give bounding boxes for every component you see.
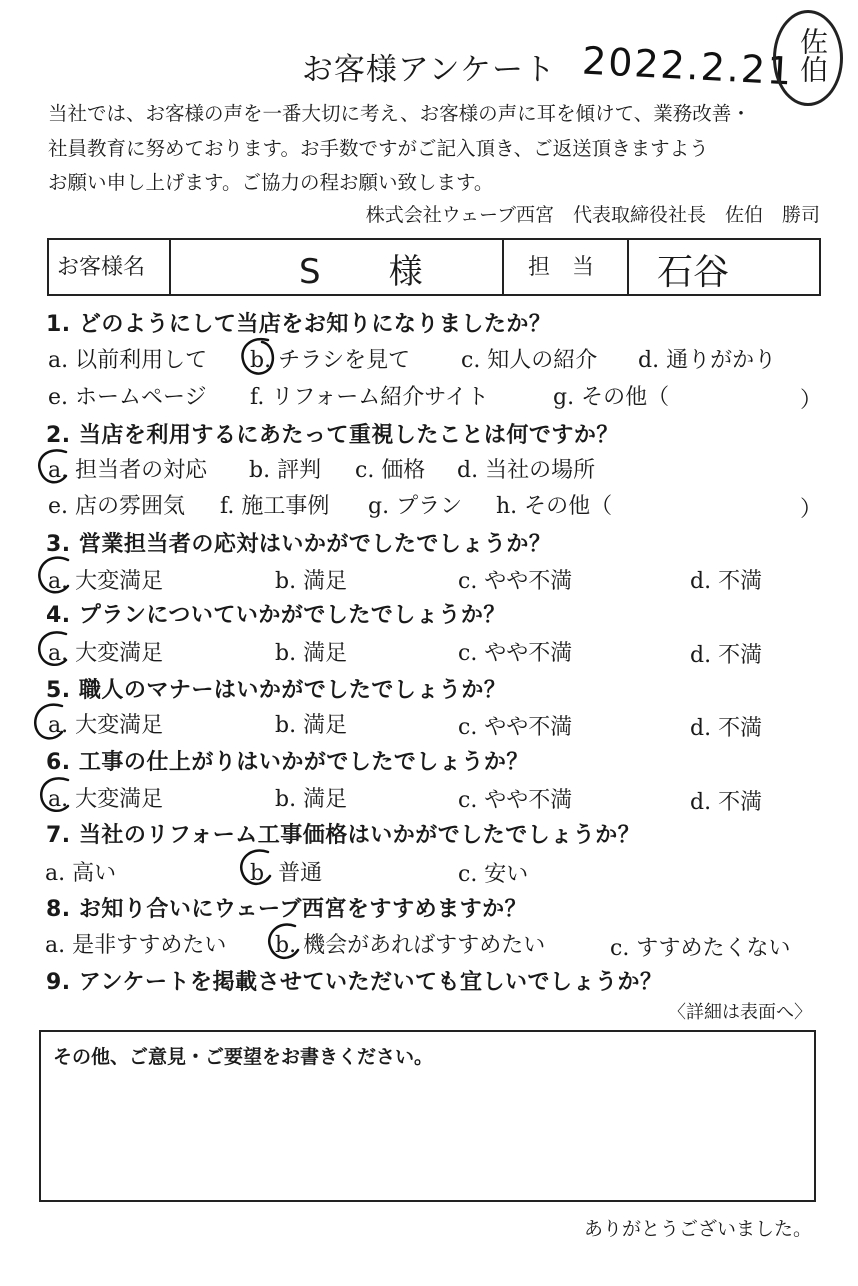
q3-option-d[interactable]: d. 不満 [690,569,763,594]
question-7: 7. 当社のリフォーム工事価格はいかがでしたでしょうか？ [46,823,641,848]
customer-label: お客様名 [57,255,146,280]
question-6: 6. 工事の仕上がりはいかがでしたでしょうか？ [46,750,529,775]
q5-option-a[interactable]: a. 大変満足 [48,713,164,738]
q5-option-c[interactable]: c. やや不満 [458,715,573,740]
q3-option-b[interactable]: b. 満足 [275,569,348,594]
q2-option-h[interactable]: h. その他（ [496,494,613,519]
q6-option-b[interactable]: b. 満足 [275,787,348,812]
q3-option-a[interactable]: a. 大変満足 [48,569,164,594]
staff-label: 担 当 [528,255,595,280]
question-9: 9. アンケートを掲載させていただいても宜しいでしょうか？ [46,970,663,995]
question-3: 3. 営業担当者の応対はいかがでしたでしょうか？ [46,532,552,557]
q2-option-h-close: ） [800,497,823,522]
q2-option-c[interactable]: c. 価格 [355,458,426,483]
q3-option-c[interactable]: c. やや不満 [458,569,573,594]
question-4: 4. プランについていかがでしたでしょうか？ [46,603,506,628]
question-2: 2. 当店を利用するにあたって重視したことは何ですか？ [46,423,619,448]
q8-option-a[interactable]: a. 是非すすめたい [45,933,227,958]
q5-option-b[interactable]: b. 満足 [275,713,348,738]
q4-option-a[interactable]: a. 大変満足 [48,641,164,666]
q1-option-e[interactable]: e. ホームページ [48,385,207,410]
survey-title: お客様アンケート [301,52,557,88]
q9-note: 〈詳細は表面へ〉 [668,1002,812,1023]
customer-name: S 様 [299,252,423,292]
thanks-message: ありがとうございました。 [583,1218,812,1240]
q7-selected-circle [241,851,270,884]
q8-option-c[interactable]: c. すすめたくない [610,936,791,961]
q1-option-a[interactable]: a. 以前利用して [48,348,208,373]
q4-option-c[interactable]: c. やや不満 [458,641,573,666]
q4-option-b[interactable]: b. 満足 [275,641,348,666]
q2-option-d[interactable]: d. 当社の場所 [457,458,596,483]
q1-option-b[interactable]: b. チラシを見て [250,348,411,373]
seal-stamp-text: 佐伯 [796,27,829,83]
q1-selected-circle [242,339,272,373]
q2-option-g[interactable]: g. プラン [368,494,463,519]
q2-option-e[interactable]: e. 店の雰囲気 [48,494,186,519]
q1-option-g[interactable]: g. その他（ [553,385,670,410]
intro-line-3: お願い申し上げます。ご協力の程お願い致します。 [48,171,494,194]
q6-selected-circle [41,778,68,810]
question-1: 1. どのようにして当店をお知りになりましたか？ [46,312,552,337]
q6-option-a[interactable]: a. 大変満足 [48,787,164,812]
comment-label: その他、ご意見・ご要望をお書きください。 [53,1046,434,1068]
q4-selected-circle [39,632,66,664]
q7-option-c[interactable]: c. 安い [458,862,529,887]
q2-option-b[interactable]: b. 評判 [249,458,322,483]
q4-option-d[interactable]: d. 不満 [690,643,763,668]
q1-option-d[interactable]: d. 通りがかり [638,348,777,373]
q8-option-b[interactable]: b. 機会があればすすめたい [275,933,546,958]
q6-option-c[interactable]: c. やや不満 [458,788,573,813]
question-5: 5. 職人のマナーはいかがでしたでしょうか？ [46,678,507,703]
q2-selected-circle [39,450,66,482]
q2-option-f[interactable]: f. 施工事例 [220,494,330,519]
q7-option-a[interactable]: a. 高い [45,861,117,886]
intro-line-2: 社員教育に努めております。お手数ですがご記入頂き、ご返送頂きますよう [48,137,709,160]
q3-selected-circle [39,558,68,593]
q2-option-a[interactable]: a. 担当者の対応 [48,458,208,483]
intro-line-1: 当社では、お客様の声を一番大切に考え、お客様の声に耳を傾けて、業務改善・ [48,102,751,125]
q1-option-g-close: ） [800,388,823,413]
q1-option-c[interactable]: c. 知人の紹介 [461,348,598,373]
company-signature: 株式会社ウェーブ西宮 代表取締役社長 佐伯 勝司 [365,204,820,226]
q6-option-d[interactable]: d. 不満 [690,790,763,815]
q8-selected-circle [269,925,298,958]
staff-name: 石谷 [657,252,730,293]
q5-option-d[interactable]: d. 不満 [690,716,763,741]
q5-selected-circle [35,705,62,739]
q7-option-b[interactable]: b. 普通 [250,861,323,886]
handwritten-date: 2022.2.21 [580,38,795,94]
q1-option-f[interactable]: f. リフォーム紹介サイト [250,385,489,410]
question-8: 8. お知り合いにウェーブ西宮をすすめますか？ [46,897,528,922]
